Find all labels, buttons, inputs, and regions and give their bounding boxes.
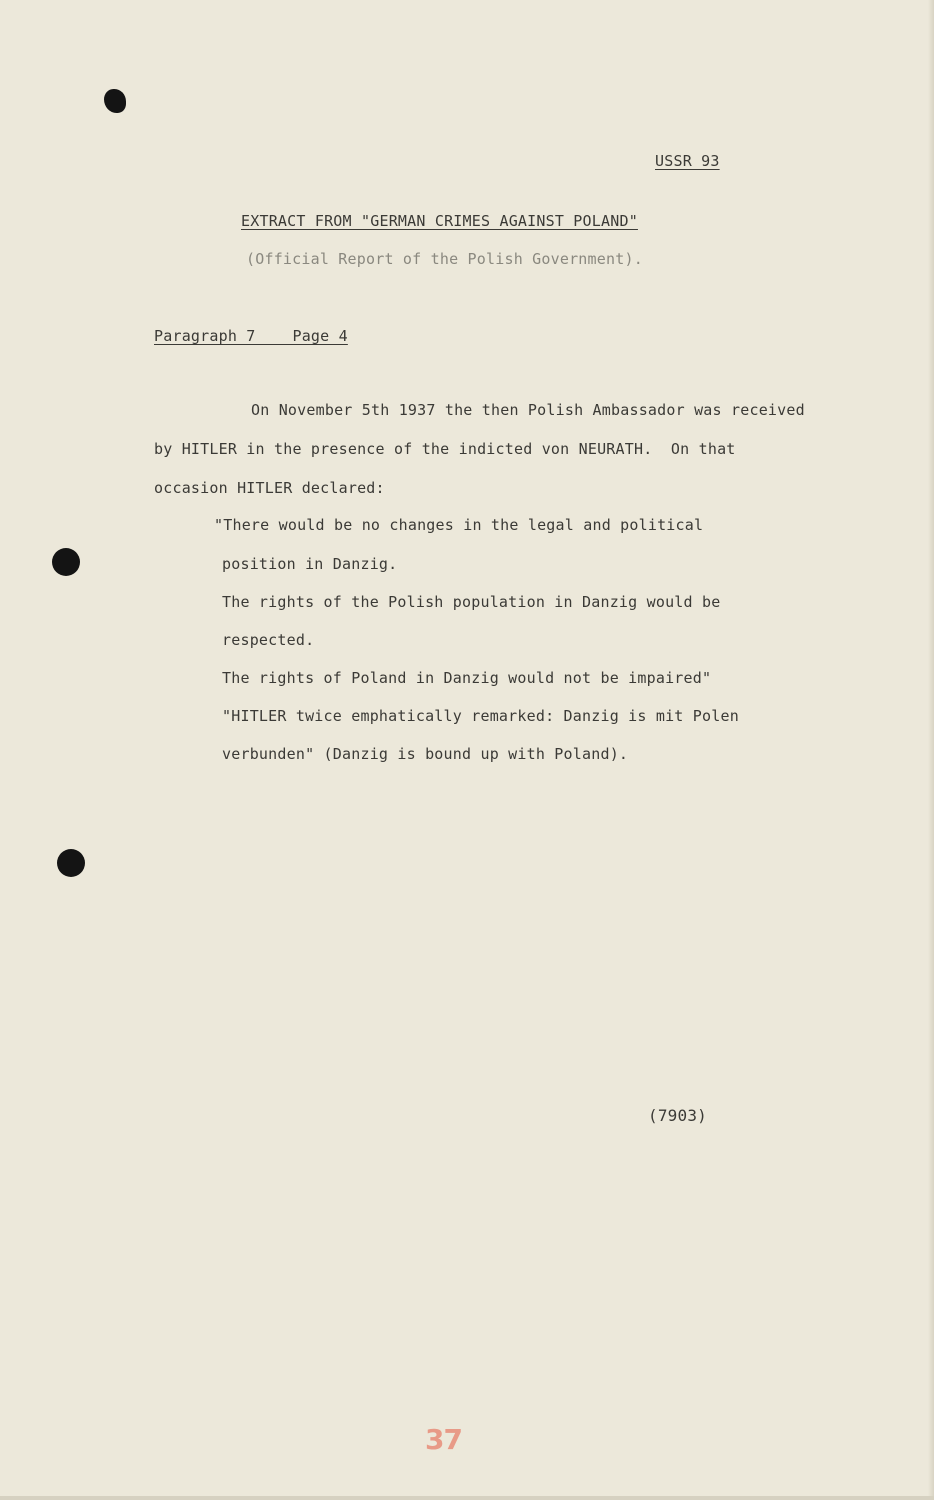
paper-edge-right [928,0,934,1500]
paragraph-reference: Paragraph 7 Page 4 [154,327,348,345]
document-subtitle: (Official Report of the Polish Government). [246,250,643,268]
punch-hole-top [104,89,126,113]
page-number-stamp: 37 [425,1423,462,1456]
quote-line: "There would be no changes in the legal and political [214,516,704,534]
body-line: On November 5th 1937 the then Polish Ambassador was received [251,401,805,419]
quote-line: position in Danzig. [222,555,398,573]
quote-line: "HITLER twice emphatically remarked: Danzig is mit Polen [222,707,739,725]
body-line: occasion HITLER declared: [154,479,385,497]
exhibit-label: USSR 93 [655,152,720,170]
quote-line: The rights of the Polish population in Danzig would be [222,593,721,611]
document-title: EXTRACT FROM "GERMAN CRIMES AGAINST POLAND" [241,212,638,230]
paper-edge-bottom [0,1496,934,1500]
quote-line: verbunden" (Danzig is bound up with Poland). [222,745,629,763]
punch-hole-bottom [57,849,85,877]
quote-line: The rights of Poland in Danzig would not be impaired" [222,669,712,687]
body-line: by HITLER in the presence of the indicted von NEURATH. On that [154,440,736,458]
punch-hole-middle [52,548,80,576]
document-number: (7903) [648,1106,707,1125]
quote-line: respected. [222,631,315,649]
